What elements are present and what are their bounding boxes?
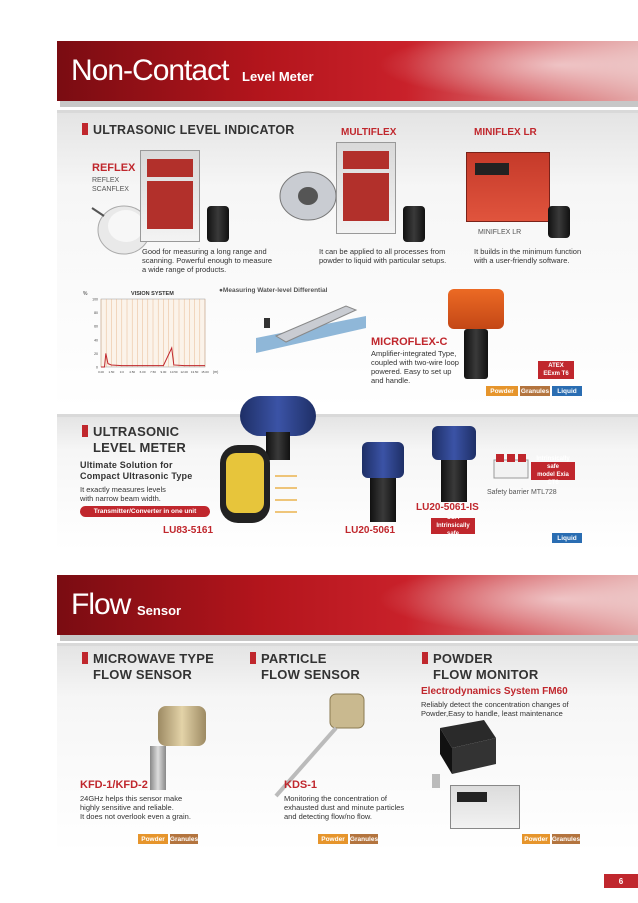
vision-y-tick-label: 20 [94,351,98,356]
vision-x-tick-label: 9.00 [160,370,167,374]
tag-granules: Granules [169,835,199,843]
kfd-desc-1: 24GHz helps this sensor make [80,794,183,803]
reflex-desc-2: scanning. Powerful enough to measure [142,256,273,265]
beam-lines [273,474,299,516]
csa-line-1: CSA [446,515,460,521]
atex-line-2: EExm T6 [543,371,569,377]
tag-granules: Granules [551,835,581,843]
page-number: 6 [604,874,638,888]
multiflex-desc-2: powder to liquid with particular setups. [319,256,447,265]
vision-chart-svg [79,287,219,379]
vision-y-tick-label: 100 [92,297,98,302]
is-line-1: Intrinsically safe [536,456,570,470]
fm60-display-image [450,785,520,829]
heading-line-2: FLOW SENSOR [261,667,360,682]
kfd-desc-3: It does not overlook even a grain. [80,812,191,821]
tag-liquid: Liquid [552,533,582,543]
microflex-desc-1: Amplifier-integrated Type, [371,349,457,358]
kds-desc-1: Monitoring the concentration of [284,794,387,803]
banner-shadow [60,635,638,641]
banner-shadow [60,101,638,107]
lu83-label: LU83-5161 [163,525,214,536]
powder-system: Electrodynamics System FM60 [421,686,568,697]
intrinsically-safe-badge [531,456,575,486]
vision-x-tick-label: 15.00 [201,370,209,374]
heading-microwave [82,651,214,683]
section-title: Non-Contact [71,54,229,87]
heading-bar [82,123,88,135]
vision-x-tick-label: 10.50 [170,370,178,374]
lu20-label: LU20-5061 [345,525,396,536]
vision-x-tick-label: 6.00 [139,370,146,374]
meter-desc-2: with narrow beam width. [80,494,161,503]
lu20is-label: LU20-5061-IS [416,502,479,513]
lu20is-image [432,420,476,502]
tag-powder: Powder [486,386,518,396]
meter-desc-1: It exactly measures levels [80,485,166,494]
reflex-desc-1: Good for measuring a long range and [142,247,267,256]
miniflex-image-label: MINIFLEX LR [478,229,522,236]
vision-y-tick-label: 0 [96,365,98,370]
heading-ultrasonic-indicator [82,123,295,137]
vision-x-tick-label: 0.00 [98,370,104,374]
fm60-sensor-image [430,718,500,792]
vision-title: VISION SYSTEM [131,291,174,297]
reflex-sub-1: REFLEX [92,177,120,184]
microflex-desc-2: coupled with two-wire loop [371,358,459,367]
kds-model: KDS-1 [284,779,318,791]
heading-line-1: MICROWAVE TYPE [93,651,215,666]
transmitter-pill: Transmitter/Converter in one unit [80,506,210,517]
safety-barrier-label: Safety barrier MTL728 [487,489,557,496]
is-line-2: model Exia CT6 [537,472,569,486]
meter-sub-1: Ultimate Solution for [80,460,173,470]
safety-barrier-image [492,452,530,480]
heading-line-2: FLOW SENSOR [93,667,192,682]
tag-powder: Powder [522,834,550,844]
heading-text: ULTRASONIC LEVEL INDICATOR [93,123,295,137]
kfd-desc-2: highly sensitive and reliable. [80,803,174,812]
vision-x-unit: (m) [213,370,219,374]
vision-x-tick-label: 3.0 [119,370,124,374]
microflex-title: MICROFLEX-C [371,336,448,348]
banner-shine [377,575,638,635]
reflex-controller-image [140,150,200,242]
heading-particle [250,651,360,683]
csa-line-2: Intrinsically safe [436,523,470,537]
multiflex-desc-1: It can be applied to all processes from [319,247,446,256]
vision-x-tick-label: 1.50 [108,370,115,374]
tag-powder: Powder [318,834,348,844]
miniflex-desc-1: It builds in the minimum function [474,247,582,256]
water-level-illustration [256,298,366,358]
miniflex-title: MINIFLEX LR [474,127,537,138]
heading-bar [82,652,88,664]
heading-line-2: FLOW MONITOR [433,667,539,682]
heading-bar [82,425,88,437]
section-banner-noncontact [57,41,638,101]
water-level-label: ●Measuring Water-level Differential [219,287,328,294]
banner-shine [377,41,638,101]
vision-x-tick-label: 4.50 [129,370,136,374]
powder-desc-2: Powder,Easy to handle, least maintenance [421,709,563,718]
miniflex-transducer-image [548,206,570,238]
multiflex-title: MULTIFLEX [341,127,397,138]
miniflex-controller-image [466,152,550,222]
tag-liquid: Liquid [552,386,582,396]
multiflex-transducer-image [403,206,425,242]
multiflex-controller-image [336,142,396,234]
heading-ultrasonic-meter [82,424,186,456]
section-banner-flow [57,575,638,635]
reflex-title: REFLEX [92,162,136,174]
vision-x-tick-label: 7.50 [150,370,156,374]
heading-line-2: LEVEL METER [93,440,186,455]
section-title: Flow [71,588,131,621]
vision-y-tick-label: 60 [94,324,98,329]
lu83-display-image [220,445,270,523]
reflex-sub-2: SCANFLEX [92,186,129,193]
reflex-desc-3: a wide range of products. [142,265,227,274]
atex-line-1: ATEX [548,363,564,369]
multiflex-flange-image [278,164,338,224]
section-subtitle: Sensor [137,603,182,618]
vision-y-tick-label: 80 [94,311,98,316]
vision-x-tick-label: 13.50 [190,370,199,374]
tag-granules: Granules [349,835,379,843]
kds-desc-2: exhausted dust and minute particles [284,803,405,812]
heading-powder [422,651,538,683]
vision-y-unit: % [83,291,88,297]
tag-powder: Powder [138,834,168,844]
heading-line-1: POWDER [433,651,493,666]
microflex-desc-3: powered. Easy to set up [371,367,452,376]
heading-bar [250,652,256,664]
tag-granules: Granules [520,387,550,395]
csa-badge [431,515,475,537]
microflex-desc-4: and handle. [371,376,411,385]
vision-y-tick-label: 40 [94,338,98,343]
microflex-image [446,289,506,389]
meter-sub-2: Compact Ultrasonic Type [80,471,193,481]
kfd-model: KFD-1/KFD-2 [80,779,148,791]
reflex-transducer-image [207,206,229,242]
heading-bar [422,652,428,664]
kds-desc-3: and detecting flow/no flow. [284,812,372,821]
vision-x-tick-label: 12.00 [180,370,188,374]
powder-desc-1: Reliably detect the concentration changes of [421,700,569,709]
heading-line-1: ULTRASONIC [93,424,180,439]
lu20-image [362,442,404,524]
section-subtitle: Level Meter [242,69,314,84]
vision-system-chart [79,287,219,379]
atex-badge [538,361,574,379]
miniflex-desc-2: with a user-friendly software. [474,256,570,265]
heading-line-1: PARTICLE [261,651,327,666]
